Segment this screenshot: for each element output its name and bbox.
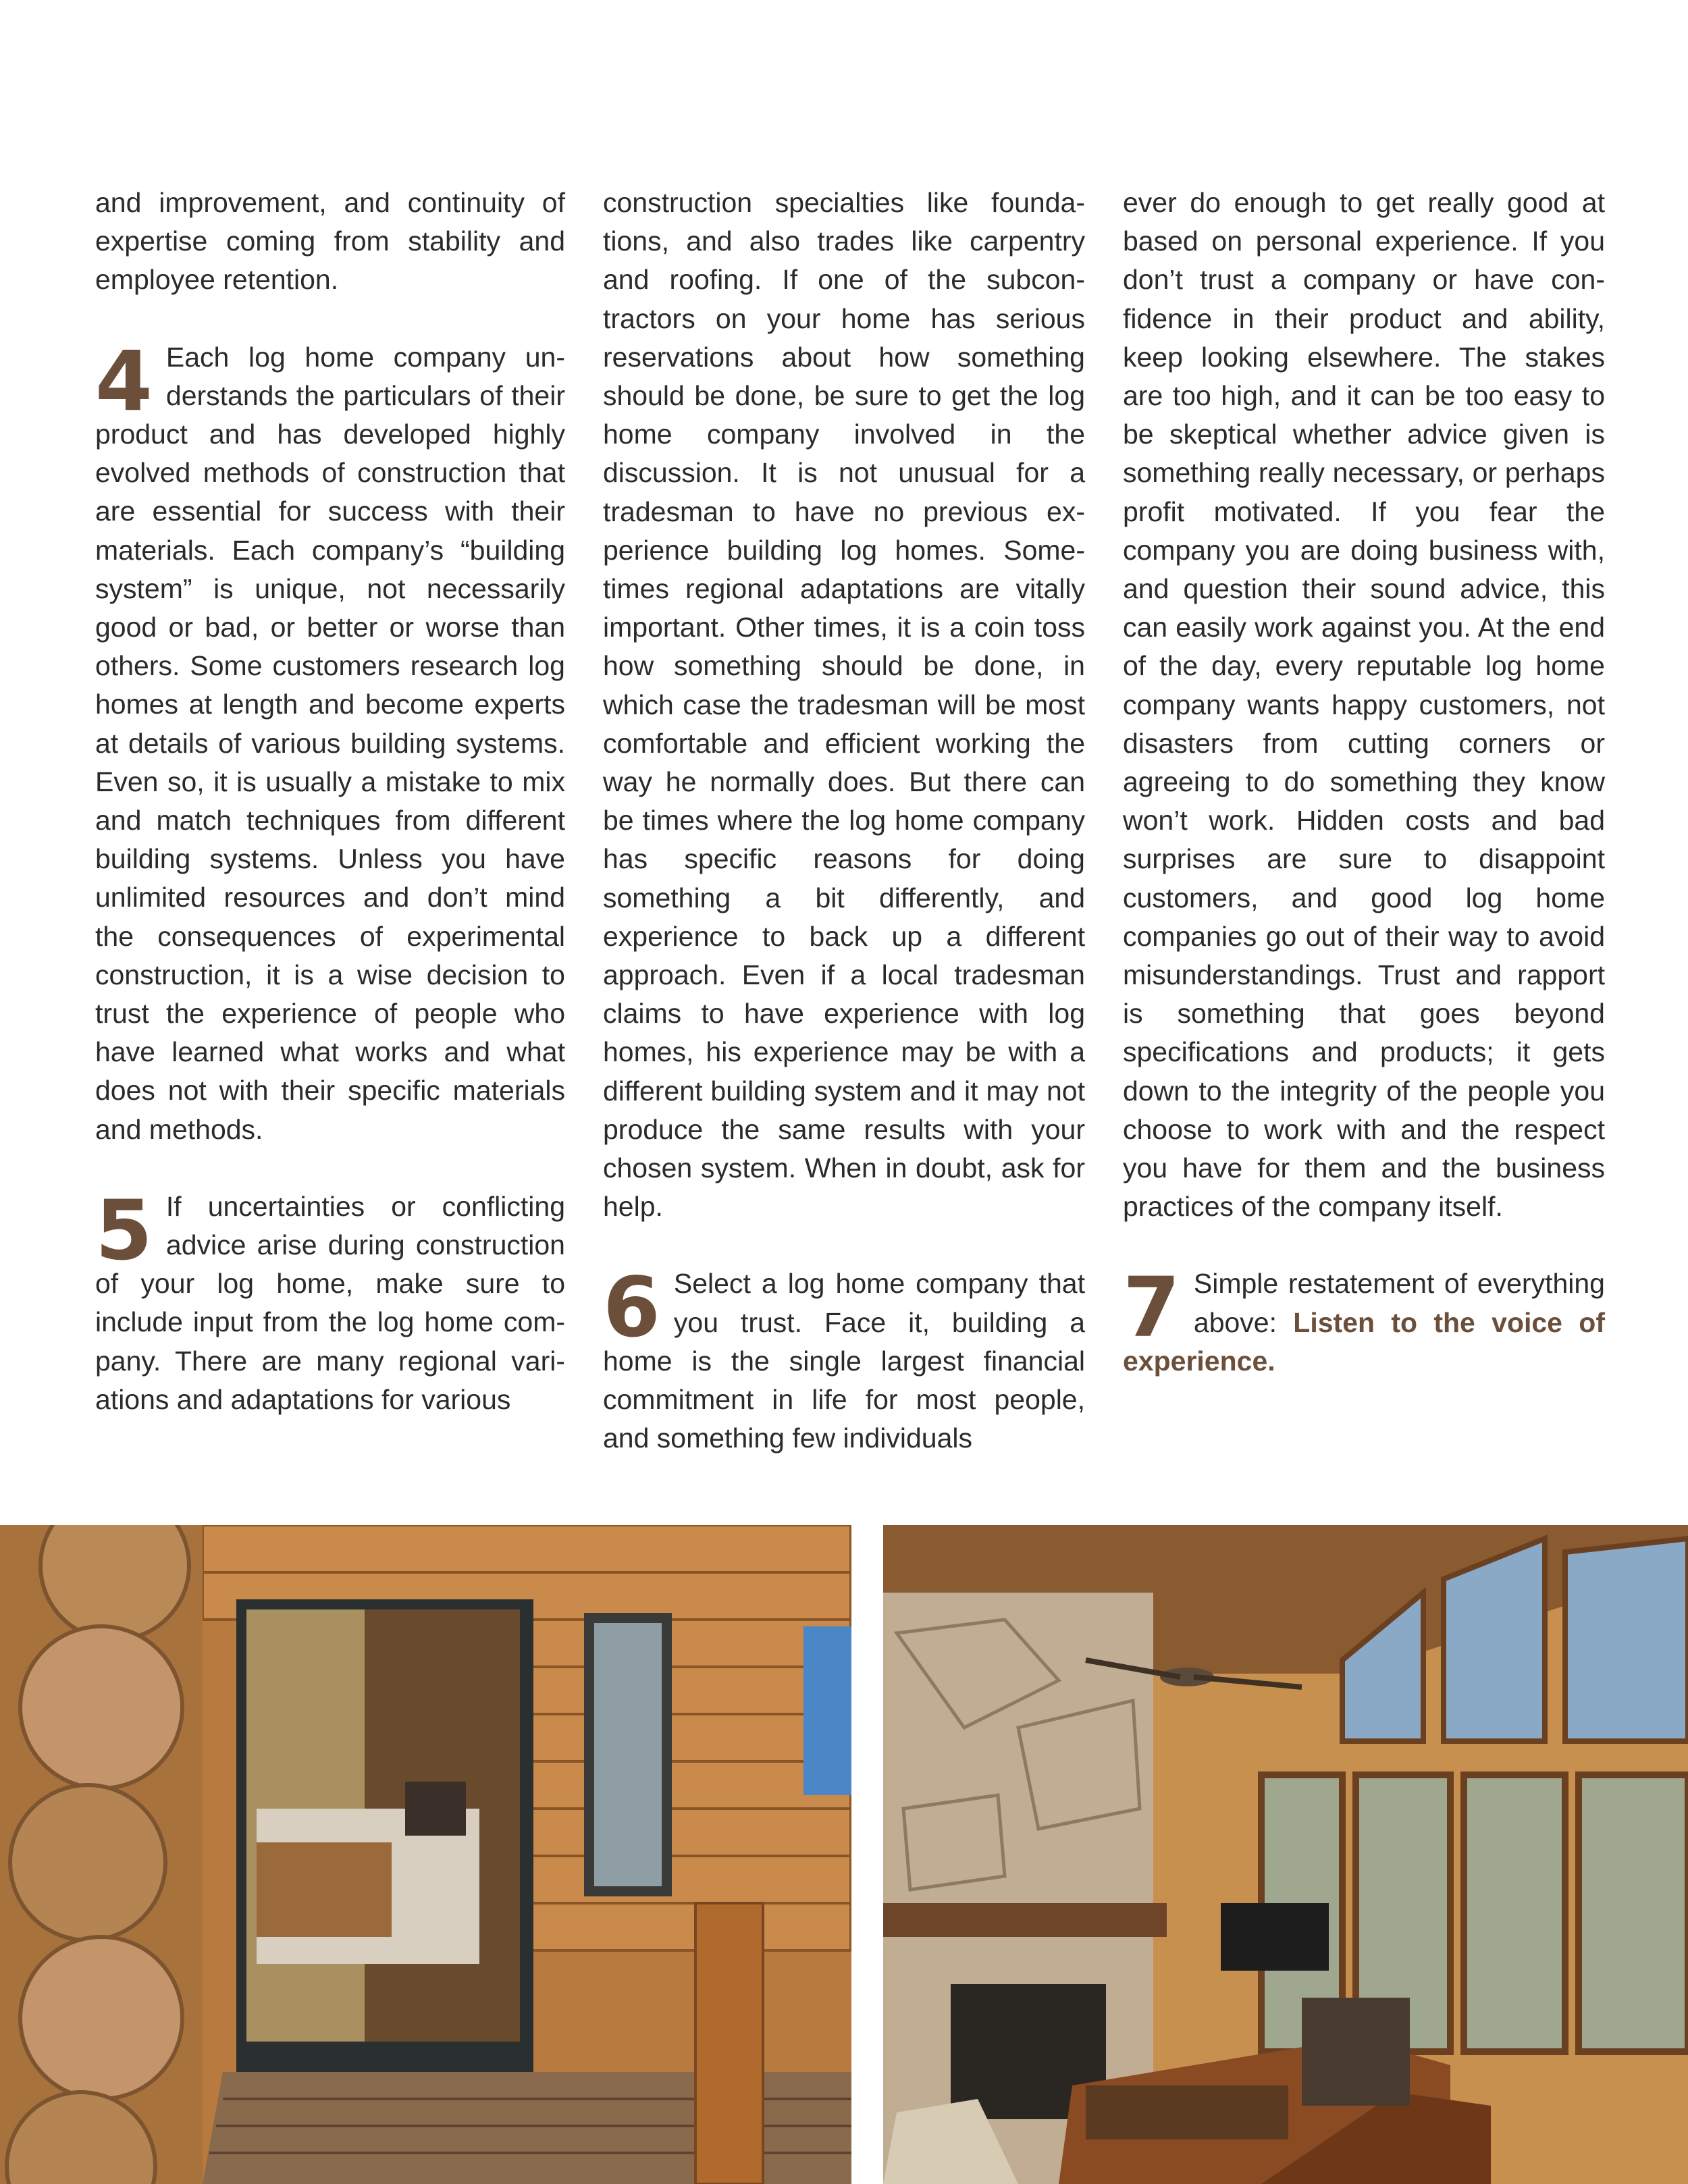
list-item-7 (1123, 1260, 1605, 1381)
paragraph-continuation: ever do enough to get really good at based on personal experience. If you don’t trust a company or have confidence in their product and ability, keep looking elsewhere. The stakes are too high, and it can be too easy to be skeptical whether advice given is something really necessary, or perhaps profit motivated. If you fear the company you are doing business with, and question their sound advice, this can easily work against you. At the end of the day, every reputable log home company wants happy customers, not disasters from cutting corners or agreeing to do something they know won’t work. Hidden costs and bad surprises are sure to disappoint customers, and good log home companies go out of their way to avoid misunderstandings. Trust and rapport is something that goes beyond specifications and products; it gets down to the integrity of the people you choose to work with and the respect you have for them and the business practices of the company itself. (1123, 187, 1605, 1223)
photo-great-room-illustration (883, 1525, 1688, 2184)
item-text-6: Select a log home company that you trust. Face it, building a home is the single largest financial commitment in life for most people, and something few individuals (603, 1268, 1085, 1454)
list-item-5 (95, 1182, 565, 1419)
photo-bedroom-deck (0, 1525, 851, 2184)
item-number-7: 7 (1123, 1260, 1180, 1356)
photo-great-room (883, 1525, 1688, 2184)
text-column-1 (95, 184, 565, 1419)
list-item-6 (603, 1260, 1085, 1458)
item-number-4: 4 (95, 333, 153, 429)
item-7-emphasis: Listen to the voice of experience. (1123, 1306, 1605, 1377)
list-item-4 (95, 333, 565, 1149)
text-column-3 (1123, 184, 1605, 1381)
item-text-5: If uncertainties or conflicting advice arise during construction of your log home, make sure to include input from the log home company. There are many regional variations and adaptations for various (95, 1190, 565, 1415)
item-number-6: 6 (603, 1260, 660, 1356)
photo-bedroom-deck-illustration (0, 1525, 851, 2184)
item-number-5: 5 (95, 1182, 153, 1279)
item-text-4: Each log home company understands the particulars of their product and has developed highly evolved methods of construction that are essential for success with their materials. Each company’s “building system” is unique, not necessarily good or bad, or better or worse than others. Some customers research log homes at length and become experts at details of various building systems. Even so, it is usually a mistake to mix and match techniques from different building systems. Unless you have unlimited resources and don’t mind the consequences of experimental construction, it is a wise decision to trust the experience of people who have learned what works and what does not with their specific materials and methods. (95, 341, 565, 1145)
paragraph-intro: and improvement, and continuity of expertise coming from stability and employee retention. (95, 187, 565, 296)
text-column-2 (603, 184, 1085, 1458)
paragraph-continuation: construction specialties like foundations, and also trades like carpentry and roofing. If one of the subcontractors on your home has serious reservations about how something should be done, be sure to get the log home company involved in the discussion. It is not unusual for a tradesman to have no previous experience building log homes. Sometimes regional adaptations are vitally important. Other times, it is a coin toss how something should be done, in which case the tradesman will be most comfortable and efficient working the way he normally does. But there can be times where the log home company has specific reasons for doing something a bit differently, and experience to back up a different approach. Even if a local tradesman claims to have experience with log homes, his experience may be with a different building system and it may not produce the same results with your chosen system. When in doubt, ask for help. (603, 187, 1085, 1223)
item-text-7: Simple restatement of everything above: (1193, 1268, 1605, 1338)
